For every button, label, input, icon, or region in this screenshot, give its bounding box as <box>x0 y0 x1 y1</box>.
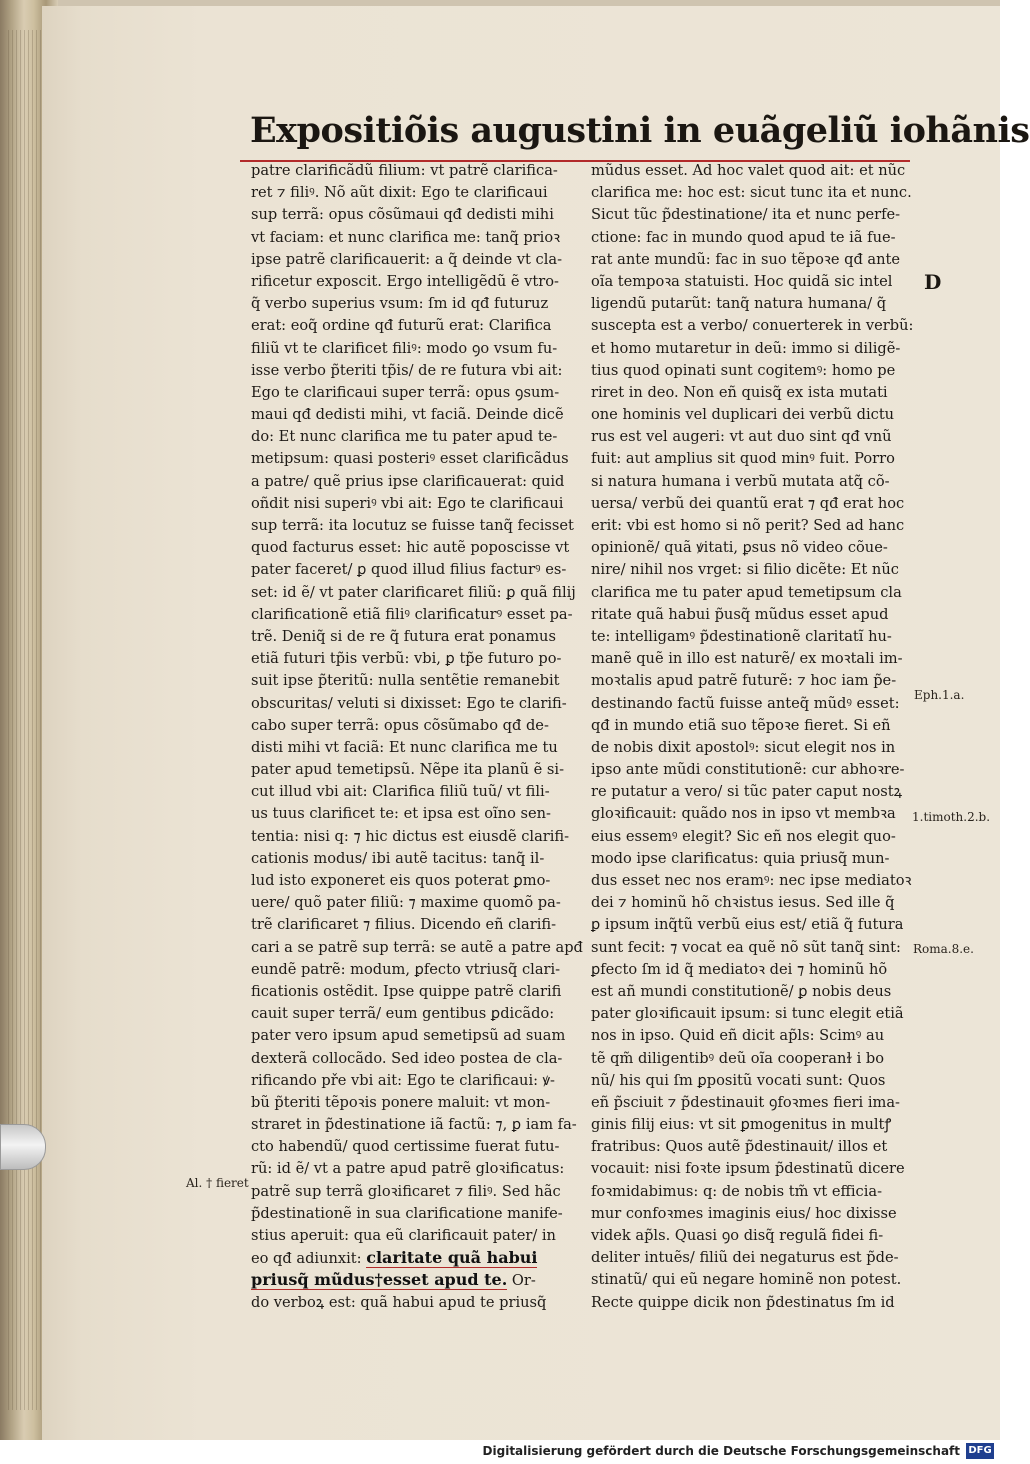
text-line-left: us tuus clarificet te: et ipsa est oĩno sen- <box>251 805 551 823</box>
text-line-left: set: id ẽ/ vt pater clarificaret filiũ: ꝑ quã filij <box>251 583 576 601</box>
text-line-right: mũdus esset. Ad hoc valet quod ait: et nũc <box>591 162 906 179</box>
text-line-left: eundẽ patrẽ: modum, ꝑfecto vtriusq̃ clari- <box>251 960 561 978</box>
text-line-left: ficationis ostẽdit. Ipse quippe patrẽ clarifi <box>251 982 562 1000</box>
text-line-right: tẽ qm̃ diligentibꝰ deũ oĩa cooperanɫ i bo <box>591 1049 885 1067</box>
text-line-left: cari a se patrẽ sup terrã: se autẽ a patre apđ <box>251 938 583 956</box>
text-line-left: q̃ verbo superius vsum: ſm id qđ futuruz <box>251 295 549 313</box>
text-line-left: filiũ vt te clarificet filiꝰ: modo ꝯo vsum fu- <box>251 339 558 357</box>
text-line-right: modo ipse clarificatus: quia priusq̃ mun- <box>591 849 890 867</box>
text-line-right: et homo mutaretur in deũ: immo si diligẽ- <box>591 339 901 357</box>
text-line-left: quod facturus esset: hic autẽ poposcisse vt <box>251 539 570 557</box>
text-line-left: bũ p̃teriti tẽpoꝛis ponere maluit: vt mon- <box>251 1093 551 1111</box>
text-line-right: foꝛmidabimus: q: de nobis tm̃ vt efficia- <box>591 1182 883 1200</box>
text-line-right: si natura humana i verbũ mutata atq̃ cõ- <box>591 472 890 490</box>
text-column-left <box>251 160 583 1314</box>
text-line-left: rificando pře vbi ait: Ego te clarificaui: ꝟ- <box>251 1071 555 1089</box>
text-line-left: uere/ quõ pater filiũ: ⁊ maxime quomõ pa- <box>251 894 561 912</box>
text-line-right: ipso ante mũdi constitutionẽ: cur abhoꝛre- <box>591 761 905 779</box>
text-line-left: cabo super terrã: opus cõsũmabo qđ de- <box>251 716 549 734</box>
text-line-right: one hominis vel duplicari dei verbũ dictu <box>591 406 895 424</box>
text-line-right: manẽ quẽ in illo est naturẽ/ ex moꝛtali im- <box>591 650 903 668</box>
text-line-right: te: intelligamꝰ p̃destinationẽ claritatĩ hu- <box>591 627 892 645</box>
text-line-right: erit: vbi est homo si nõ perit? Sed ad hanc <box>591 517 905 534</box>
text-line-left: lud isto exponeret eis quos poterat ꝑmo- <box>251 872 551 889</box>
margin-ref-eph: Eph.1.a. <box>914 688 965 702</box>
text-line-left: pater faceret/ ꝑ quod illud filius facturꝰ es- <box>251 561 567 579</box>
text-line-right: nũ/ his qui ſm ꝑpositũ vocati sunt: Quos <box>591 1071 886 1089</box>
text-line-left: disti mihi vt faciã: Et nunc clarifica me tu <box>251 738 558 756</box>
text-line-left: isse verbo p̃teriti tp̃is/ de re futura vbi ait: <box>251 361 563 379</box>
text-line-left: oñdit nisi superiꝰ vbi ait: Ego te clarificaui <box>251 494 564 512</box>
text-line-left: rũ: id ẽ/ vt a patre apud patrẽ gloꝛificatus: <box>251 1160 565 1178</box>
text-line-left: a patre/ quẽ prius ipse clarificauerat: quid <box>251 472 565 490</box>
text-line-left: sup terrã: ita locutuz se fuisse tanq̃ fecisset <box>251 517 574 534</box>
text-line-left: cto habendũ/ quod certissime fuerat futu- <box>251 1138 560 1156</box>
text-line-left: ret ⁊ filiꝰ. Nõ aũt dixit: Ego te clarificaui <box>251 184 548 202</box>
text-line-left: eo qđ adiunxit: claritate quã habui <box>251 1248 538 1268</box>
text-line-right: fratribus: Quos autẽ p̃destinauit/ illos et <box>591 1138 888 1156</box>
text-line-right: dus esset nec nos eramꝰ: nec ipse mediatoꝛ <box>591 872 912 889</box>
text-line-right: deliter intuẽs/ filiũ dei negaturus est p̃de- <box>591 1249 899 1267</box>
text-line-left: etiã futuri tp̃is verbũ: vbi, ꝑ tp̃e futuro po- <box>251 650 562 668</box>
text-line-right: uersa/ verbũ dei quantũ erat ⁊ qđ erat hoc <box>591 494 905 512</box>
text-line-right: sunt fecit: ⁊ vocat ea quẽ nõ sũt tanq̃ sint: <box>591 938 901 956</box>
text-line-left: straret in p̃destinatione iã factũ: ⁊, ꝑ iam fa- <box>251 1116 577 1134</box>
text-line-left: patre clarificãdũ filium: vt patrẽ clarifica- <box>251 162 558 179</box>
text-line-right: vocauit: nisi foꝛte ipsum p̃destinatũ dicere <box>591 1160 905 1178</box>
text-line-right: rat ante mundũ: fac in suo tẽpoꝛe qđ ante <box>591 250 901 268</box>
text-line-left: patrẽ sup terrã gloꝛificaret ⁊ filiꝰ. Sed hãc <box>251 1182 561 1200</box>
text-line-right: nire/ nihil nos vrget: si filio dicẽte: Et nũc <box>591 561 899 579</box>
text-line-left: trẽ clarificaret ⁊ filius. Dicendo eñ clarifi- <box>251 916 557 934</box>
text-line-left <box>251 1269 578 1291</box>
margin-ref-roma: Roma.8.e. <box>913 942 974 956</box>
text-line-right: videk ap̃ls. Quasi ꝯo disq̃ regulã fidei fi- <box>591 1227 884 1244</box>
footer-bar <box>0 1440 1000 1464</box>
text-line-left: rificetur exposcit. Ergo intelligẽdũ ẽ vtro- <box>251 272 559 290</box>
text-line-left: cut illud vbi ait: Clarifica filiũ tuũ/ vt fili- <box>251 783 550 801</box>
text-line-left: Ego te clarificaui super terrã: opus ꝯsum- <box>251 383 560 401</box>
text-line-right: ctione: fac in mundo quod apud te iã fue- <box>591 228 896 246</box>
text-line-right: ꝑfecto ſm id q̃ mediatoꝛ dei ⁊ hominũ hõ <box>591 960 888 978</box>
text-line-left: trẽ. Deniq̃ si de re q̃ futura erat ponamus <box>251 627 556 645</box>
text-line-left: stius aperuit: qua eũ clarificauit pater/ in <box>251 1227 556 1244</box>
text-line-right: moꝛtalis apud patrẽ futurẽ: ⁊ hoc iam p̃e- <box>591 672 897 690</box>
text-line-left: do verboꝝ est: quã habui apud te priusq̃ <box>251 1293 547 1311</box>
text-line-right: gloꝛificauit: quãdo nos in ipso vt membꝛa <box>591 805 896 823</box>
text-line-left: vt faciam: et nunc clarifica me: tanq̃ prioꝛ <box>251 228 561 246</box>
text-line-left: obscuritas/ veluti si dixisset: Ego te clarifi- <box>251 694 567 712</box>
text-line-right: re putatur a vero/ si tũc pater caput nostꝝ <box>591 783 903 801</box>
dfg-logo: DFG <box>966 1443 994 1459</box>
text-line-right: rus est vel augeri: vt aut duo sint qđ vnũ <box>591 428 892 446</box>
margin-variant-reading: Al. † fieret <box>186 1176 249 1190</box>
text-line-right: Sicut tũc p̃destinatione/ ita et nunc perfe- <box>591 206 901 224</box>
text-line-left: maui qđ dedisti mihi, vt faciã. Deinde dicẽ <box>251 406 564 424</box>
text-line-right: pater gloꝛificauit ipsum: si tunc elegit etiã <box>591 1005 904 1023</box>
text-line-left: cauit super terrã/ eum gentibus ꝑdicãdo: <box>251 1005 555 1023</box>
text-line-right: ligendũ putarũt: tanq̃ natura humana/ q̃ <box>591 295 887 313</box>
text-line-left: metipsum: quasi posteriꝰ esset clarificãdus <box>251 450 569 468</box>
text-line-left: pater apud temetipsũ. Nẽpe ita planũ ẽ si- <box>251 761 565 779</box>
text-line-right: Recte quippe dicik non p̃destinatus ſm id <box>591 1293 895 1311</box>
text-line-right: eius essemꝰ elegit? Sic eñ nos elegit quo- <box>591 827 896 845</box>
text-line-right: destinando factũ fuisse anteq̃ mũdꝰ esset: <box>591 694 900 712</box>
text-line-right: clarifica me tu pater apud temetipsum cla <box>591 583 902 601</box>
text-line-left: tentia: nisi q: ⁊ hic dictus est eiusdẽ clarifi- <box>251 827 570 845</box>
text-line-left: do: Et nunc clarifica me tu pater apud te- <box>251 428 558 446</box>
text-column-right <box>591 160 914 1314</box>
text-line-right: suscepta est a verbo/ conuerterek in verbũ: <box>591 317 914 335</box>
text-line-right: dei ⁊ hominũ hõ chꝛistus iesus. Sed ille q̃ <box>591 894 895 912</box>
running-title: Expositiõis augustini in euãgeliũ iohãnis <box>250 110 1030 151</box>
text-line-right: opinionẽ/ quã ꝟitati, ꝑsus nõ video cõue- <box>591 539 888 557</box>
text-line-left: suit ipse p̃teritũ: nulla sentẽtie remanebit <box>251 672 560 690</box>
text-line-right: ꝑ ipsum inq̃tũ verbũ eius est/ etiã q̃ futura <box>591 916 904 934</box>
text-line-right: eñ p̃sciuit ⁊ p̃destinauit ꝯfoꝛmes fieri ima- <box>591 1093 900 1111</box>
text-line-right: ginis filij eius: vt sit ꝑmogenitus in multꝭ <box>591 1116 892 1134</box>
margin-letter: D <box>924 270 942 294</box>
text-line-right: tius quod opinati sunt cogitemꝰ: homo pe <box>591 361 896 379</box>
text-line-right: fuit: aut amplius sit quod minꝰ fuit. Porro <box>591 450 895 468</box>
highlighted-phrase: priusq̃ mũdus†esset apud te. <box>251 1270 508 1290</box>
funding-credit: Digitalisierung gefördert durch die Deutsche Forschungsgemeinschaft <box>482 1444 960 1458</box>
margin-ref-timoth: 1.timoth.2.b. <box>912 810 991 824</box>
tab-marker <box>0 1124 46 1170</box>
text-line-right: mur confoꝛmes imaginis eius/ hoc dixisse <box>591 1204 897 1222</box>
text-line-left: pater vero ipsum apud semetipsũ ad suam <box>251 1027 566 1045</box>
text-line-left: erat: eoq̃ ordine qđ futurũ erat: Clarifica <box>251 317 552 335</box>
text-line-left: cationis modus/ ibi autẽ tacitus: tanq̃ il- <box>251 849 545 867</box>
text-line-left: dexterã collocãdo. Sed ideo postea de cla- <box>251 1049 563 1067</box>
text-line-right: clarifica me: hoc est: sicut tunc ita et nunc. <box>591 184 912 202</box>
text-line-left: clarificationẽ etiã filiꝰ clarificaturꝰ esset pa- <box>251 605 573 623</box>
text-line-right: ritate quã habui p̃usq̃ mũdus esset apud <box>591 605 889 623</box>
text-line-left: sup terrã: opus cõsũmaui qđ dedisti mihi <box>251 206 554 224</box>
text-line-right: stinatũ/ qui eũ negare hominẽ non potest. <box>591 1271 902 1289</box>
text-line-right: de nobis dixit apostolꝰ: sicut elegit nos in <box>591 738 896 756</box>
text-line-left: ipse patrẽ clarificauerit: a q̃ deinde vt cla- <box>251 250 563 268</box>
highlighted-phrase: claritate quã habui <box>366 1248 538 1268</box>
text-line-right: qđ in mundo etiã suo tẽpoꝛe fieret. Si eñ <box>591 716 891 734</box>
text-line-right: riret in deo. Non eñ quisq̃ ex ista mutati <box>591 383 888 401</box>
text-fragment: Or- <box>511 1272 536 1290</box>
text-line-left: p̃destinationẽ in sua clarificatione manife- <box>251 1204 563 1222</box>
text-line-right: est añ mundi constitutionẽ/ ꝑ nobis deus <box>591 982 892 1000</box>
text-line-right: nos in ipso. Quid eñ dicit ap̃ls: Scimꝰ au <box>591 1027 885 1045</box>
text-line-right: oĩa tempoꝛa statuisti. Hoc quidã sic intel <box>591 272 893 290</box>
